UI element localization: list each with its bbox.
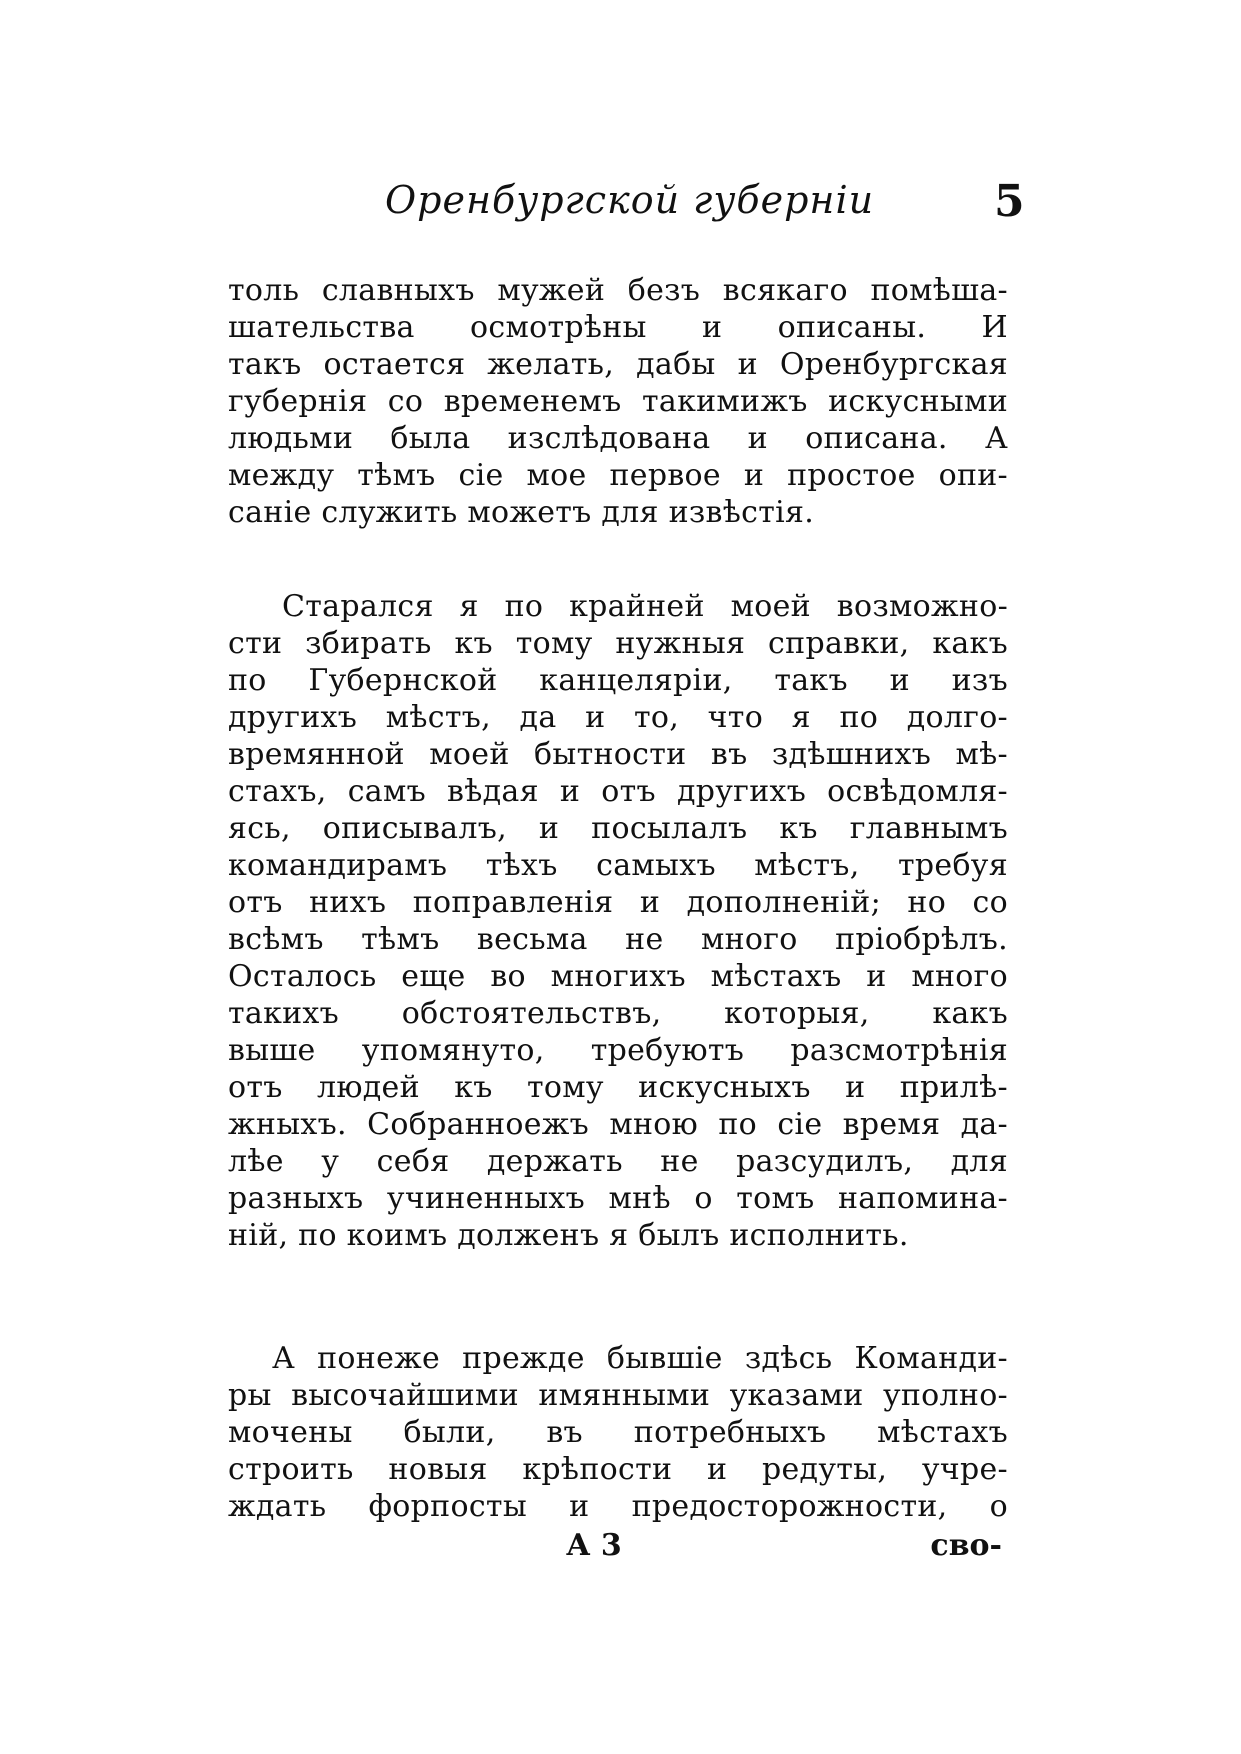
text-line: мочены были, въ потребныхъ мѣстахъ: [228, 1415, 1008, 1450]
text-line: ры высочайшими имянными указами уполно-: [228, 1378, 1008, 1413]
text-line: разныхъ учиненныхъ мнѣ о томъ напомина-: [228, 1181, 1008, 1216]
text-line: А понеже прежде бывшiе здѣсь Команди-: [272, 1341, 1008, 1376]
text-line: командирамъ тѣхъ самыхъ мѣстъ, требуя: [228, 848, 1008, 883]
paragraph-2: [228, 588, 1008, 1254]
signature-mark: А 3: [566, 1528, 622, 1563]
catchword: сво-: [930, 1528, 1002, 1563]
text-line: строить новыя крѣпости и редуты, учре-: [228, 1452, 1008, 1487]
text-line: отъ людей къ тому искусныхъ и прилѣ-: [228, 1070, 1008, 1105]
text-line: такихъ обстоятельствъ, которыя, какъ: [228, 996, 1008, 1031]
text-line: выше упомянуто, требуютъ разсмотрѣнiя: [228, 1033, 1008, 1068]
text-line: людьми была изслѣдована и описана. А: [228, 421, 1008, 456]
text-line: всѣмъ тѣмъ весьма не много прiобрѣлъ.: [228, 922, 1008, 957]
text-line: отъ нихъ поправленiя и дополненiй; но со: [228, 885, 1008, 920]
page-number: 5: [994, 176, 1025, 227]
running-head: Оренбургской губернiи: [385, 178, 875, 222]
text-line: между тѣмъ сiе мое первое и простое опи-: [228, 458, 1008, 493]
paragraph-1: [228, 272, 1008, 531]
text-line: ждать форпосты и предосторожности, о: [228, 1489, 1008, 1524]
text-line: толь славныхъ мужей безъ всякаго помѣша-: [228, 273, 1008, 308]
text-line: жныхъ. Собранноежъ мною по сiе время да-: [228, 1107, 1008, 1142]
paragraph-3: [228, 1340, 1008, 1525]
text-line: Осталось еще во многихъ мѣстахъ и много: [228, 959, 1008, 994]
text-line: санiе служить можетъ для извѣстiя.: [228, 495, 815, 530]
text-line: такъ остается желать, дабы и Оренбургская: [228, 347, 1008, 382]
text-line: сти збирать къ тому нужныя справки, какъ: [228, 626, 1008, 661]
text-line: времянной моей бытности въ здѣшнихъ мѣ-: [228, 737, 1008, 772]
text-line: губернiя со временемъ такимижъ искусными: [228, 384, 1008, 419]
text-line: Старался я по крайней моей возможно-: [282, 589, 1008, 624]
text-line: стахъ, самъ вѣдая и отъ другихъ освѣдомля-: [228, 774, 1008, 809]
text-line: по Губернской канцелярiи, такъ и изъ: [228, 663, 1008, 698]
text-line: лѣе у себя держать не разсудилъ, для: [228, 1144, 1008, 1179]
text-line: шательства осмотрѣны и описаны. И: [228, 310, 1008, 345]
text-line: другихъ мѣстъ, да и то, что я по долго-: [228, 700, 1008, 735]
text-line: нiй, по коимъ долженъ я былъ исполнить.: [228, 1218, 909, 1253]
text-line: ясь, описывалъ, и посылалъ къ главнымъ: [228, 811, 1008, 846]
page-footer: [228, 1528, 1008, 1568]
